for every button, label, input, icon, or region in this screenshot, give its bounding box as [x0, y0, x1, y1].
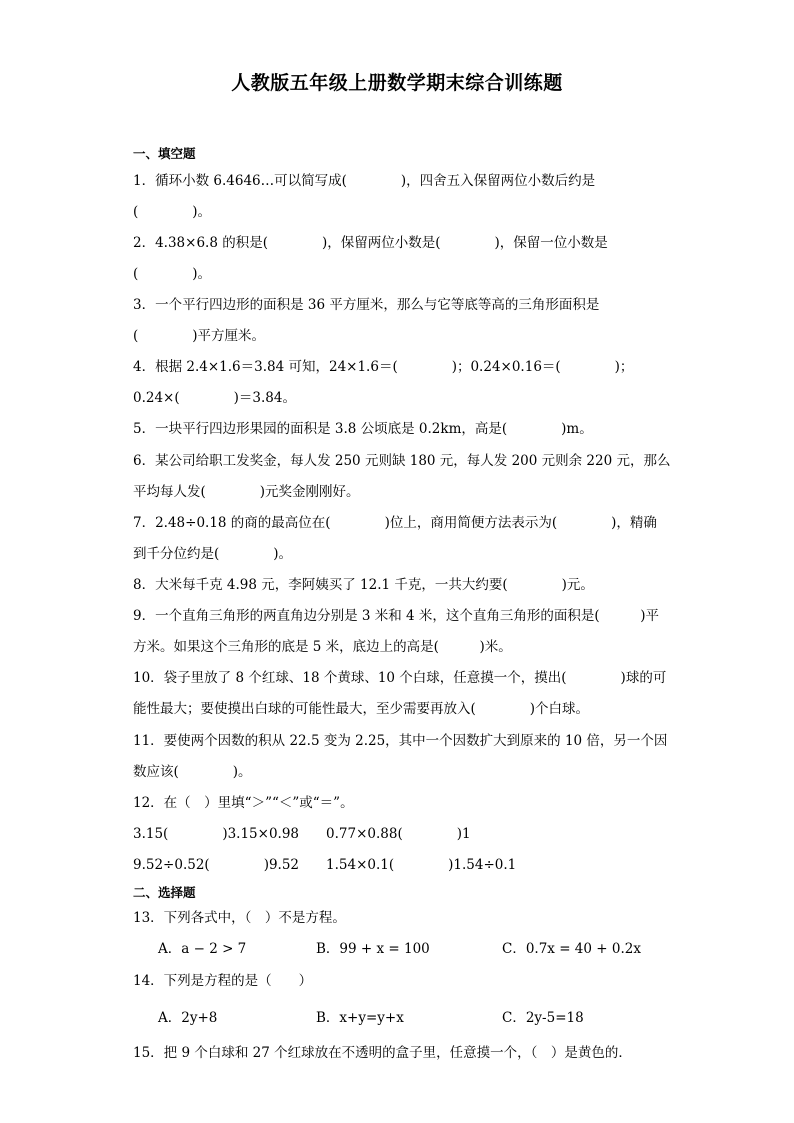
question-10-line-2: 能性最大；要使摸出白球的可能性最大，至少需要再放入( )个白球。 [133, 701, 590, 717]
question-12-prompt: 12．在（ ）里填“＞”“＜”或“＝”。 [133, 795, 354, 811]
question-11-line-1: 11．要使两个因数的积从 22.5 变为 2.25，其中一个因数扩大到原来的 10 倍，另一个因 [133, 733, 668, 749]
question-5: 5．一块平行四边形果园的面积是 3.8 公顷底是 0.2km，高是( )m。 [133, 421, 593, 437]
question-1-line-2: ( )。 [133, 204, 212, 220]
question-11-line-2: 数应该( )。 [133, 764, 252, 780]
question-2-line-1: 2．4.38×6.8 的积是( )，保留两位小数是( )，保留一位小数是 [133, 235, 608, 251]
question-4-line-2: 0.24×( )＝3.84。 [133, 390, 296, 406]
question-9-line-2: 方米。如果这个三角形的底是 5 米，底边上的高是( )米。 [133, 639, 512, 655]
question-14-option-b: B．x+y=y+x [316, 1010, 404, 1026]
question-8: 8．大米每千克 4.98 元，李阿姨买了 12.1 千克，一共大约要( )元。 [133, 577, 594, 593]
question-10-line-1: 10．袋子里放了 8 个红球、18 个黄球、10 个白球，任意摸一个，摸出( )球的可 [133, 670, 667, 686]
question-12-row-1: 3.15( )3.15×0.98 0.77×0.88( )1 [133, 826, 471, 842]
question-13-option-b: B．99 + x = 100 [316, 941, 430, 957]
question-7-line-1: 7．2.48÷0.18 的商的最高位在( )位上，商用简便方法表示为( )，精确 [133, 515, 657, 531]
question-3-line-1: 3．一个平行四边形的面积是 36 平方厘米，那么与它等底等高的三角形面积是 [133, 297, 600, 313]
question-13-option-c: C．0.7x = 40 + 0.2x [502, 941, 641, 957]
question-3-line-2: ( )平方厘米。 [133, 328, 266, 344]
question-4-line-1: 4．根据 2.4×1.6＝3.84 可知，24×1.6＝( )；0.24×0.16＝( )； [133, 359, 634, 375]
question-9-line-1: 9．一个直角三角形的两直角边分别是 3 米和 4 米，这个直角三角形的面积是( )平 [133, 608, 659, 624]
section-multiple-choice-heading: 二、选择题 [133, 885, 196, 900]
section-fill-blank-heading: 一、填空题 [133, 146, 196, 161]
question-14: 14．下列是方程的是（ ） [133, 973, 313, 989]
question-14-option-c: C．2y-5=18 [502, 1010, 584, 1026]
question-13-option-a: A．a − 2 > 7 [158, 941, 247, 957]
question-14-option-a: A．2y+8 [158, 1010, 218, 1026]
question-12-row-2: 9.52÷0.52( )9.52 1.54×0.1( )1.54÷0.1 [133, 857, 517, 873]
question-7-line-2: 到千分位约是( )。 [133, 546, 293, 562]
question-2-line-2: ( )。 [133, 266, 212, 282]
question-1-line-1: 1．循环小数 6.4646…可以简写成( )，四舍五入保留两位小数后约是 [133, 173, 596, 189]
question-6-line-1: 6．某公司给职工发奖金，每人发 250 元则缺 180 元，每人发 200 元则余 220 元，那么 [133, 453, 671, 469]
page-title: 人教版五年级上册数学期末综合训练题 [231, 72, 563, 94]
question-15: 15．把 9 个白球和 27 个红球放在不透明的盒子里，任意摸一个，（ ）是黄色的． [133, 1045, 632, 1061]
question-6-line-2: 平均每人发( )元奖金刚刚好。 [133, 484, 360, 500]
question-13: 13．下列各式中，（ ）不是方程。 [133, 910, 346, 926]
